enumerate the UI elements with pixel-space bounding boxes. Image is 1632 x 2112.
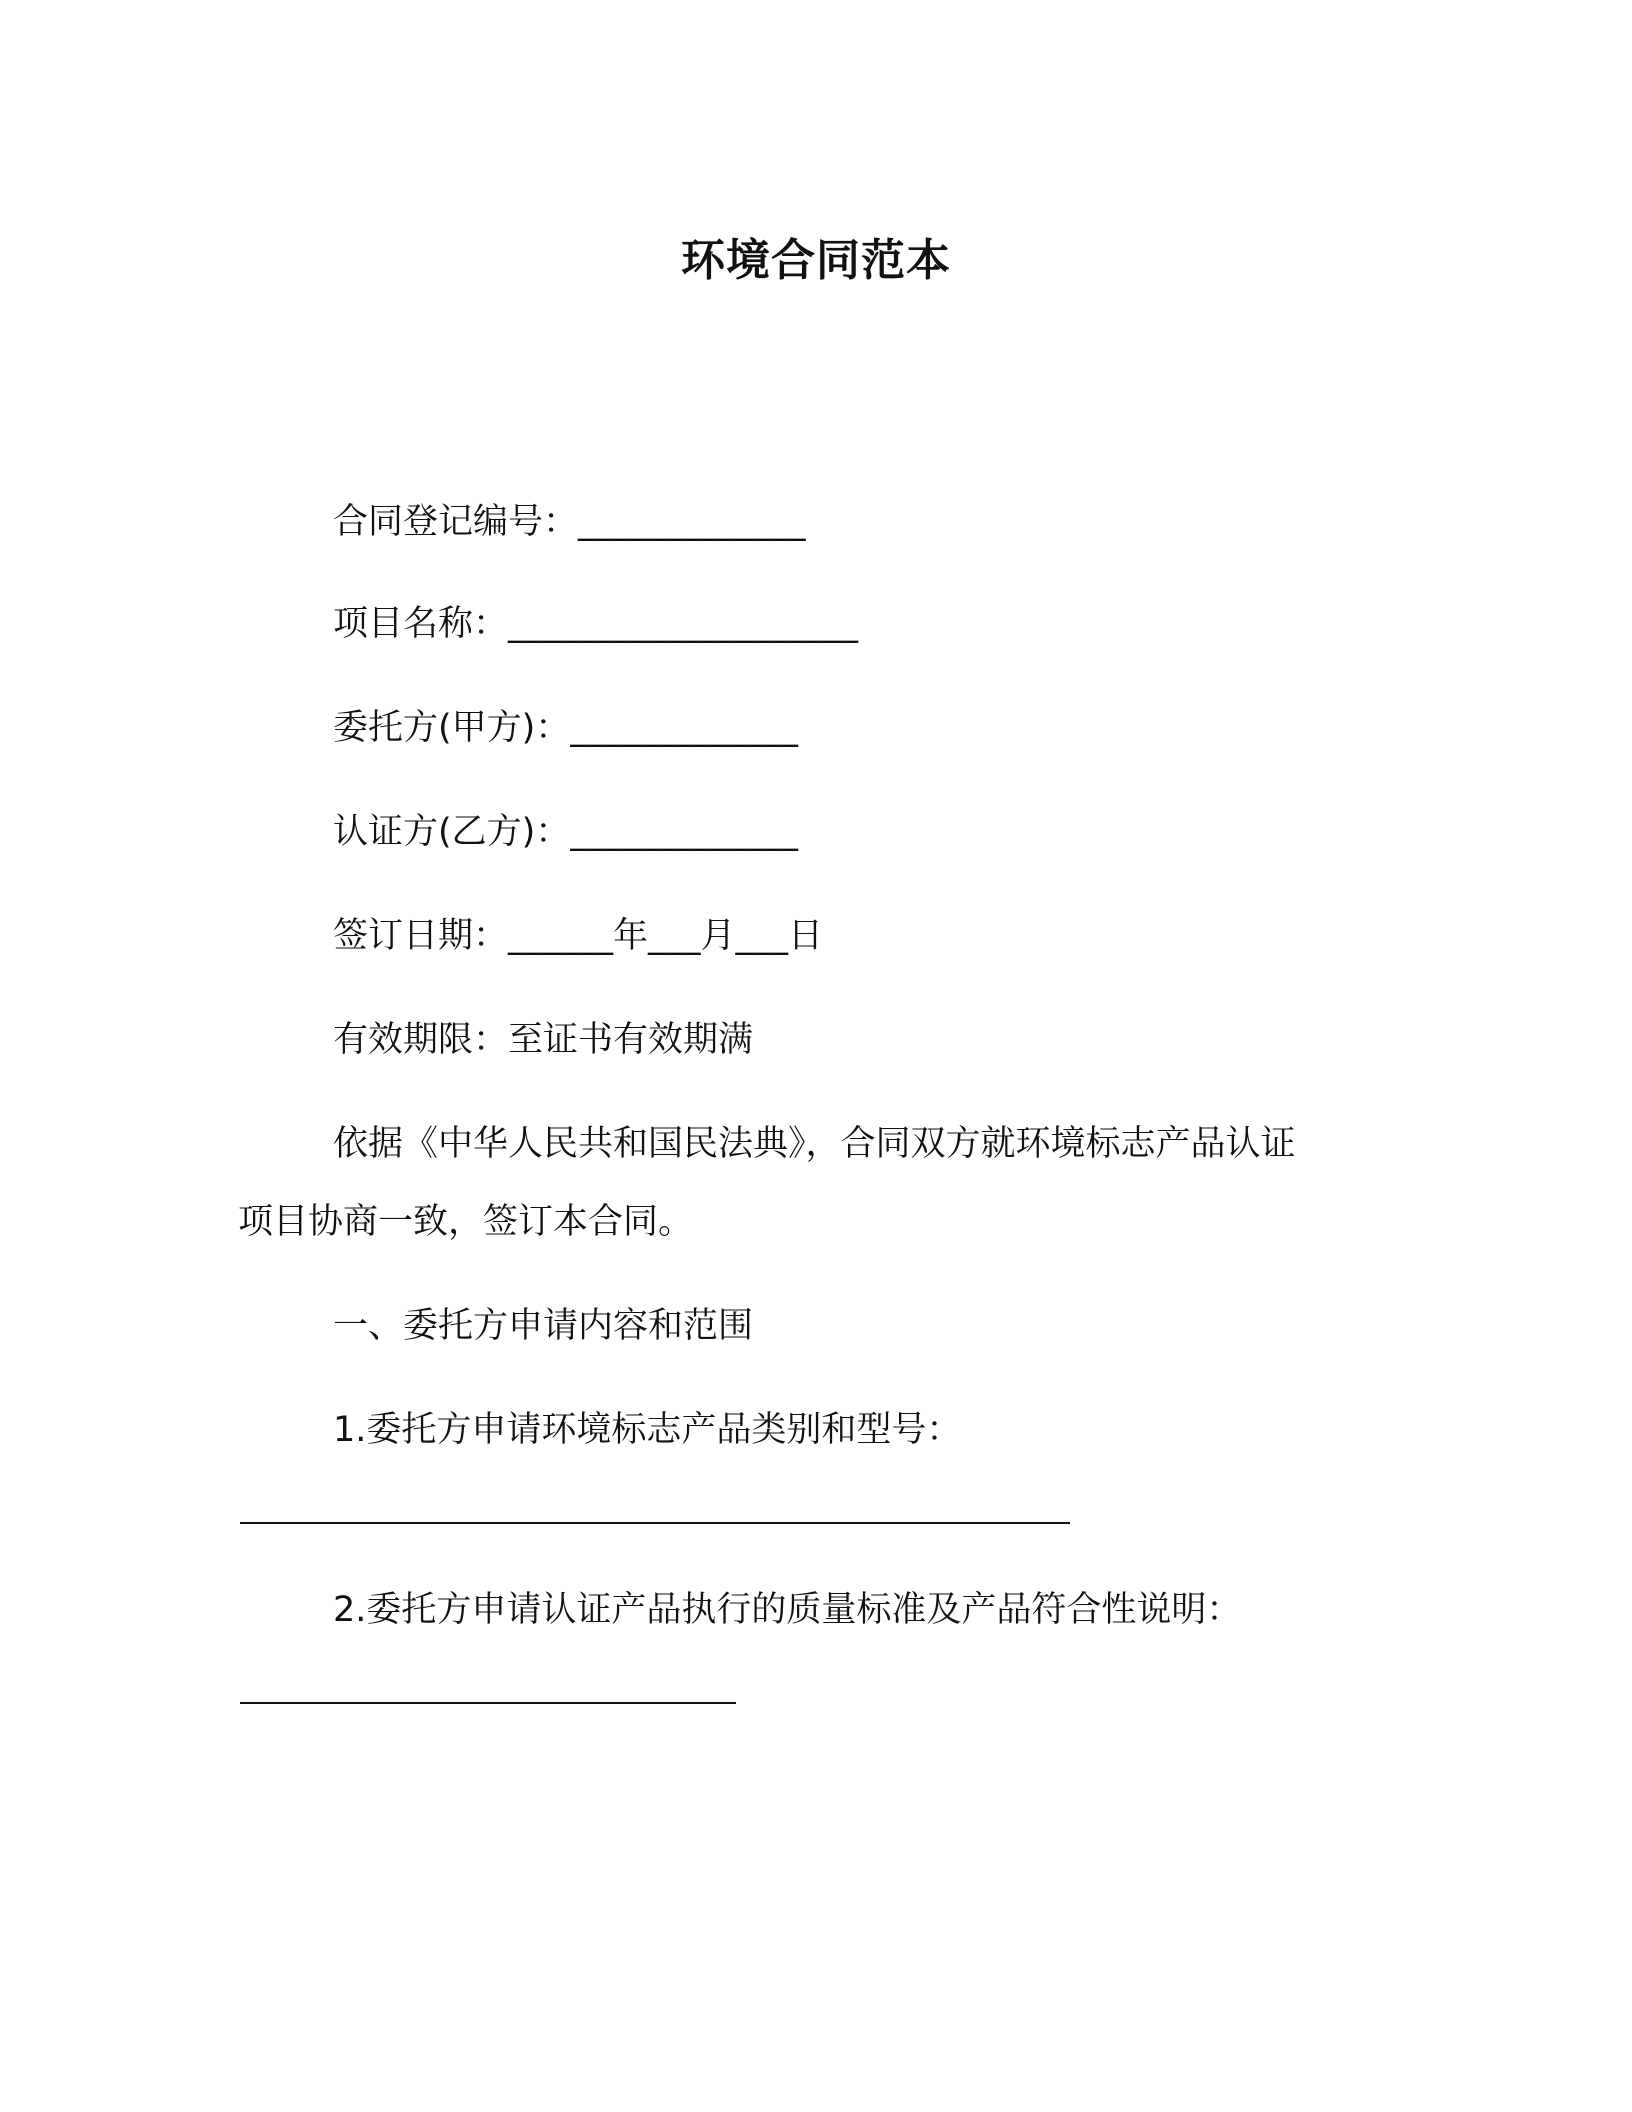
field-blank: _____________ — [578, 502, 806, 542]
field-blank: _____________ — [570, 812, 798, 852]
section1-heading: 一、委托方申请内容和范围 — [333, 1306, 754, 1346]
field-party-a — [333, 706, 798, 750]
field-label: 合同登记编号： — [333, 502, 579, 542]
field-blank: ______年___月___日 — [508, 916, 824, 956]
item2-text: 2.委托方申请认证产品执行的质量标准及产品符合性说明： — [333, 1590, 1242, 1630]
item1-blank-line — [240, 1522, 1070, 1524]
document-title: 环境合同范本 — [681, 235, 951, 286]
field-party-b — [333, 810, 798, 854]
field-signing-date — [333, 914, 823, 958]
field-registration-number — [333, 500, 806, 544]
field-value: 至证书有效期满 — [508, 1020, 754, 1060]
item1-text: 1.委托方申请环境标志产品类别和型号： — [333, 1410, 962, 1450]
field-blank: ____________________ — [508, 604, 859, 644]
item2-blank-line — [240, 1702, 736, 1704]
field-project-name — [333, 602, 858, 646]
field-label: 委托方(甲方)： — [333, 708, 571, 748]
field-label: 认证方(乙方)： — [333, 812, 571, 852]
field-blank: _____________ — [570, 708, 798, 748]
field-validity-period — [333, 1018, 753, 1062]
field-label: 项目名称： — [333, 604, 509, 644]
field-label: 签订日期： — [333, 916, 509, 956]
intro-paragraph-line2: 项目协商一致，签订本合同。 — [238, 1202, 694, 1242]
intro-paragraph-line1: 依据《中华人民共和国民法典》，合同双方就环境标志产品认证 — [333, 1124, 1296, 1164]
field-label: 有效期限： — [333, 1020, 509, 1060]
